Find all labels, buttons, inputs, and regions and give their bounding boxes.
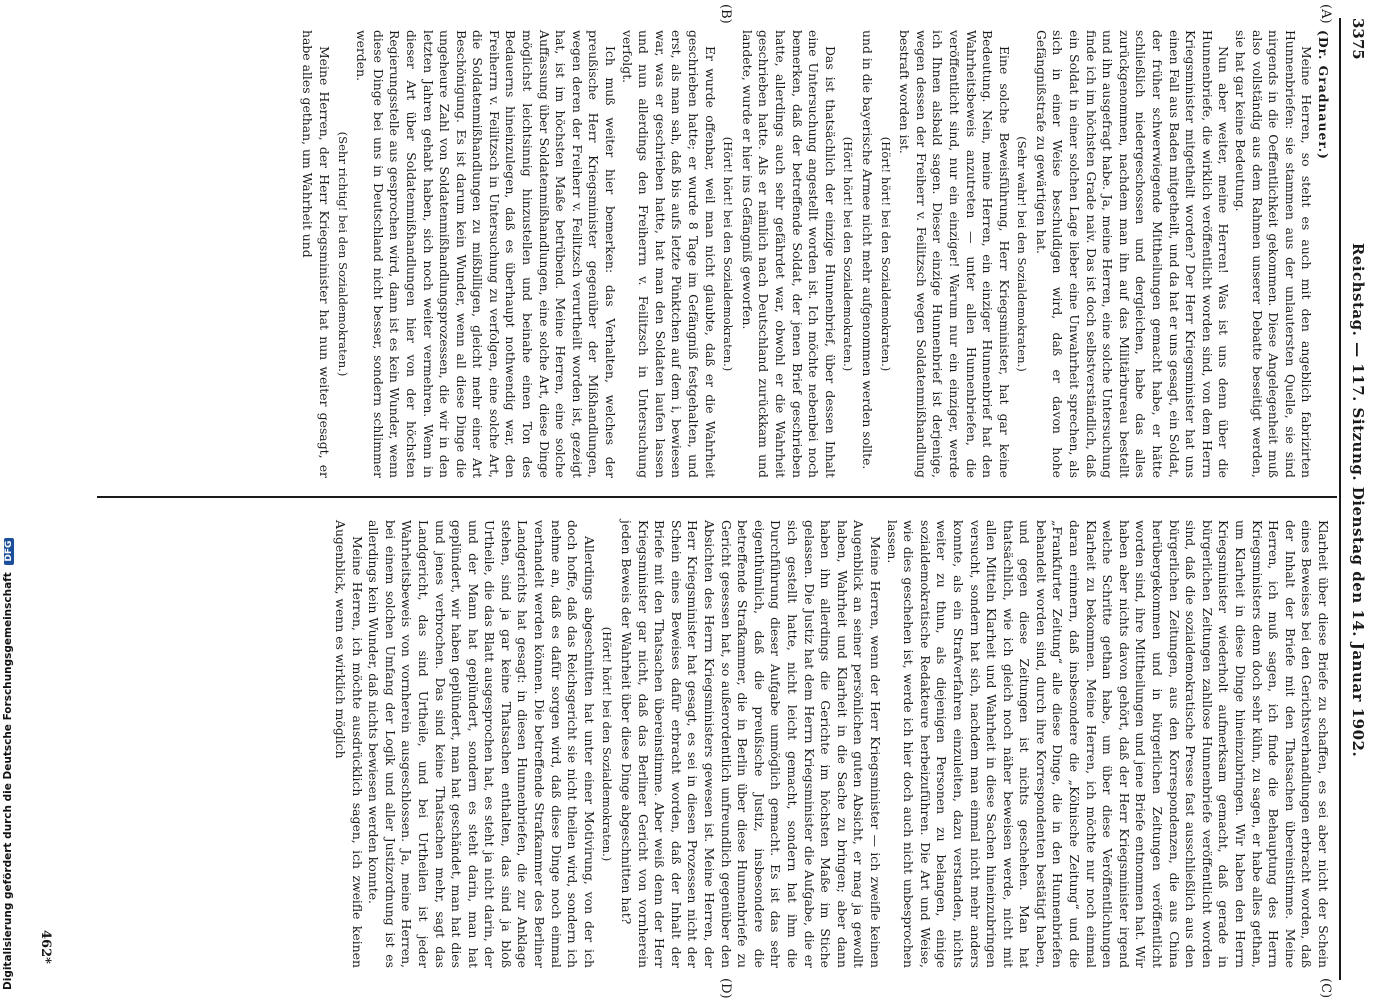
paragraph: und in die bayerische Armee nicht mehr aufgenommen werden sollte. bbox=[859, 30, 875, 470]
interjection: (Sehr richtig! bei den Sozialdemokraten.) bbox=[335, 131, 350, 377]
paragraph: Er wurde offenbar, weil man nicht glaubte, daß er die Wahrheit geschrieben hatte; er wurde 8 Tage im Gefängniß festgehalten, und erst, als man sah, daß bis aufs letzte Pünktchen auf dem i, bewiesen war, was er geschrieben hatte, hat man den Soldaten laufen lassen und nun allerdings den Freiherrn v. Feilitzsch in Untersuchung verfolgt. bbox=[619, 30, 718, 478]
digitization-credit bbox=[2, 0, 18, 990]
paragraph: Meine Herren, der Herr Kriegsminister hat nun weiter gesagt, er habe alles gethan, um Wahrheit und bbox=[300, 30, 332, 478]
paragraph: Klarheit über diese Briefe zu schaffen, es sei aber nicht der Schein eines Beweises bei den Gerichtsverhandlungen erbracht worden, daß der Inhalt der Briefe mit den Thatsachen übereinstimme. Meine Herren, ich muß sagen, ich finde die Behauptung des Herrn Kriegsministers denn doch sehr kühn, zu sagen, er habe alles gethan, um Klarheit in diese Dinge hineinzubringen. Wir haben den Herrn Kriegsminister wiederholt aufmerksam gemacht, daß gerade in bürgerlichen Zeitungen zahllose Hunnenbriefe veröffentlicht worden sind, daß die sozialdemokratische Presse fast ausschließlich aus den bürgerlichen Zeitungen, aus den Korrespondenzen, die aus China herübergekommen und in bürgerlichen Zeitungen veröffentlicht worden sind, ihre Mittheilungen und jene Briefe entnommen hat. Wir haben aber nichts davon gehört, daß der Herr Kriegsminister irgend welche Schritte gethan habe, um über diese Veröffentlichungen Klarheit zu bekommen. Meine Herren, ich möchte nur noch einmal daran erinnern, daß insbesondere die „Kölnische Zeitung“ und die „Frankfurter Zeitung“ alle diese Dinge, die in den Hunnenbriefen behandelt worden sind, durch ihre Korrespondenten bestätigt haben, und gegen diese Zeitungen ist nichts geschehen. Man hat thatsächlich, wie ich gleich noch näher beweisen werde, nicht mit allen Mitteln Klarheit und Wahrheit in diese Sachen hineinzubringen versucht, sondern hat sich, nachdem man einmal nicht mehr anders konnte, als ein Strafverfahren einzuleiten, dazu verstanden, nichts weiter zu thun, als diejenigen Personen zu belangen, einige sozialdemokratische Redakteure herbeizuführen. Die Art und Weise, wie dies geschehen ist, werde ich hier doch auch nicht unbesprochen lassen. bbox=[884, 520, 1331, 968]
signature-mark: 462* bbox=[38, 930, 53, 964]
header-rule bbox=[1339, 18, 1341, 980]
paragraph: Eine solche Beweisführung, Herr Kriegsminister, hat gar keine Bedeutung. Nein, meine Herren, ein einziger Hunnenbrief hat den Wahrheitsbeweis anzutreten — unter allen Hunnenbriefen, die veröffentlicht sind, nur ein einziger! Warum nur ein einziger, werde ich Ihnen alsbald sagen. Dieser einzige Hunnenbrief ist derjenige, wegen dessen der Freiherr v. Feilitzsch wegen Soldatenmißhandlung bestraft worden ist. bbox=[897, 30, 1012, 478]
speaker-line: (Dr. Gradnauer.) bbox=[1316, 30, 1331, 160]
page-title: Reichstag. — 117. Sitzung. Dienstag den 14. Januar 1902. bbox=[1349, 242, 1367, 758]
margin-letter-c: (C) bbox=[1318, 978, 1333, 999]
column-divider bbox=[97, 496, 1337, 498]
digitization-note: Digitalisierung gefördert durch die Deutsche Forschungsgemeinschaft bbox=[2, 572, 14, 990]
paragraph: Meine Herren, ich möchte ausdrücklich sagen, ich zweifle keinen Augenblick, wenn es wirklich möglich bbox=[332, 520, 365, 968]
paragraph: Meine Herren, so steht es auch mit den angeblich fabrizirten Hunnenbriefen: sie stammen aus der unlautersten Quelle, sie sind nirgends in die Oeffentlichkeit gekommen. Diese Angelegenheit muß also vollständig aus dem Rahmen unserer Debatte beseitigt werden, sie hat gar keine Bedeutung. bbox=[1233, 30, 1315, 478]
interjection: (Hört! hört! bei den Sozialdemokraten.) bbox=[721, 136, 736, 372]
paragraph: Allerdings abgeschnitten hat unter einer Motivirung, von der ich doch hoffe, daß das Reichsgericht sie nicht theilen wird, sondern ich nehme an, daß es dafür sorgen wird, daß diese Dinge noch einmal verhandelt werden können. Die betreffende Strafkammer des Berliner Landgerichts hat gesagt: in diesen Hunnenbriefen, die zur Anklage stehen, sind ja gar keine Thatsachen enthalten, das sind ja bloß Urtheile, die das Blatt ausgesprochen hat, es steht ja nicht darin, der und der Mann hat geplündert, sondern es steht darin, man hat geplündert, wir haben geplündert, man hat geschändet, man hat dies und jenes verbrochen. Das sind keine Thatsachen mehr, sagt das Landgericht, das sind Urtheile, und bei Urtheilen ist jeder Wahrheitsbeweis von vornherein ausgeschlossen. Ja, meine Herren, bei einem solchen Umfang der Logik und aller Justizordnung ist es allerdings kein Wunder, daß nichts bewiesen werden konnte. bbox=[366, 520, 597, 968]
digitization-text bbox=[2, 10, 16, 990]
page-number: 3375 bbox=[1349, 18, 1367, 60]
left-column bbox=[299, 30, 1331, 478]
paragraph: Nun aber weiter, meine Herren! Was ist uns denn über die Hunnenbriefe, die wirklich veröffentlicht worden sind, von dem Herrn Kriegsminister mitgetheilt worden? Der Herr Kriegsminister hat uns einen Fall aus Baden mitgetheilt, und da hat er uns gesagt, ein Soldat, der früher schwerwiegende Mittheilungen gemacht habe, er hätte schließlich niedergeschossen und dergleichen, habe das alles zurückgenommen, nachdem man ihn auf das Militärbureau bestellt und ihn ausgefragt habe. Ja, meine Herren, eine solche Untersuchung finde ich im höchsten Grade naiv. Das ist doch selbstverständlich, daß ein Soldat in einer solchen Lage lieber eine Unwahrheit sprechen, als sich in einer Weise beschuldigen wird, daß er davon hohe Gefängnißstrafe zu gewärtigen hat. bbox=[1033, 30, 1232, 478]
interjection: (Hört! hört! bei den Sozialdemokraten.) bbox=[600, 626, 615, 862]
paragraph: Das ist thatsächlich der einzige Hunnenbrief, über dessen Inhalt eine Untersuchung angestellt worden ist. Ich möchte nebenbei noch bemerken, daß der betreffende Soldat, der jenen Brief geschrieben hatte, allerdings auch sehr gefährdet war, obwohl er die Wahrheit geschrieben hatte. Als er nämlich nach Deutschland zurückkam und landete, wurde er hier ins Gefängniß geworfen. bbox=[739, 30, 838, 478]
right-column bbox=[331, 520, 1331, 968]
margin-letter-d: (D) bbox=[718, 978, 733, 999]
interjection: (Sehr wahr! bei den Sozialdemokraten.) bbox=[1015, 136, 1030, 372]
interjection: (Hört! hört! bei den Sozialdemokraten.) bbox=[841, 136, 856, 372]
margin-letter-b: (B) bbox=[718, 4, 733, 24]
paragraph: Meine Herren, wenn der Herr Kriegsminister — ich zweifle keinen Augenblick an seiner persönlichen guten Absicht, er mag ja gewollt haben, Wahrheit und Klarheit in die Sache zu bringen; aber dann haben ihn allerdings die Gerichte im höchsten Maße im Stiche gelassen. Die Justiz hat dem Herrn Kriegsminister die Aufgabe, die er sich gestellt hatte, nicht leicht gemacht, sondern hat ihm die Durchführung dieser Aufgabe unmöglich gemacht. Es ist das sehr eigenthümlich, daß die preußische Justiz, insbesondere die betreffende Strafkammer, die in Berlin über diese Hunnenbriefe zu Gericht gesessen hat, so außerordentlich unfreundlich gegenüber den Absichten des Herrn Kriegsministers gewesen ist. Meine Herren, der Herr Kriegsminister hat gesagt, es sei in diesen Prozessen nicht der Schein eines Beweises dafür erbracht worden, daß der Inhalt der Briefe mit den Thatsachen übereinstimme. Aber weiß denn der Herr Kriegsminister gar nicht, daß das Berliner Gericht von vornherein jeden Beweis der Wahrheit über diese Dinge abgeschnitten hat? bbox=[619, 520, 883, 968]
dfg-logo: DFG bbox=[4, 538, 14, 565]
margin-letter-a: (A) bbox=[1318, 4, 1333, 24]
page-header bbox=[1343, 0, 1369, 1000]
paragraph: Ich muß weiter hier bemerken: das Verhalten, welches der preußische Herr Kriegsminister gegenüber der Mißhandlungen, wegen deren der Freiherr v. Feilitzsch verurtheilt worden ist, gezeigt hat, ist im höchsten Maße betrübend. Meine Herren, eine solche Auffassung über Soldatenmißhandlungen, eine solche Art, diese Dinge möglichst leichtsinnig hinzustellen und beinahe einen Ton des Bedauerns hineinzulegen, daß es überhaupt nothwendig war, den Freiherrn v. Feilitzsch in Untersuchung zu verfolgen, eine solche Art, die Soldatenmißhandlungen zu mißbilligen, gleicht mehr einer Art Beschönigung. Es ist darum kein Wunder, wenn all diese Dinge die ungeheure Zahl von Soldatenmißhandlungsprozessen, die wir in den letzten Jahren gehabt haben, sich noch weiter vermehren. Wenn in dieser Art über Soldatenmißhandlungen hier von der höchsten Regierungsstelle aus gesprochen wird, dann ist es kein Wunder, wenn diese Dinge bei uns in Deutschland nicht besser, sondern schlimmer werden. bbox=[354, 30, 619, 478]
interjection: (Hört! hört! bei den Sozialdemokraten.) bbox=[878, 136, 893, 372]
